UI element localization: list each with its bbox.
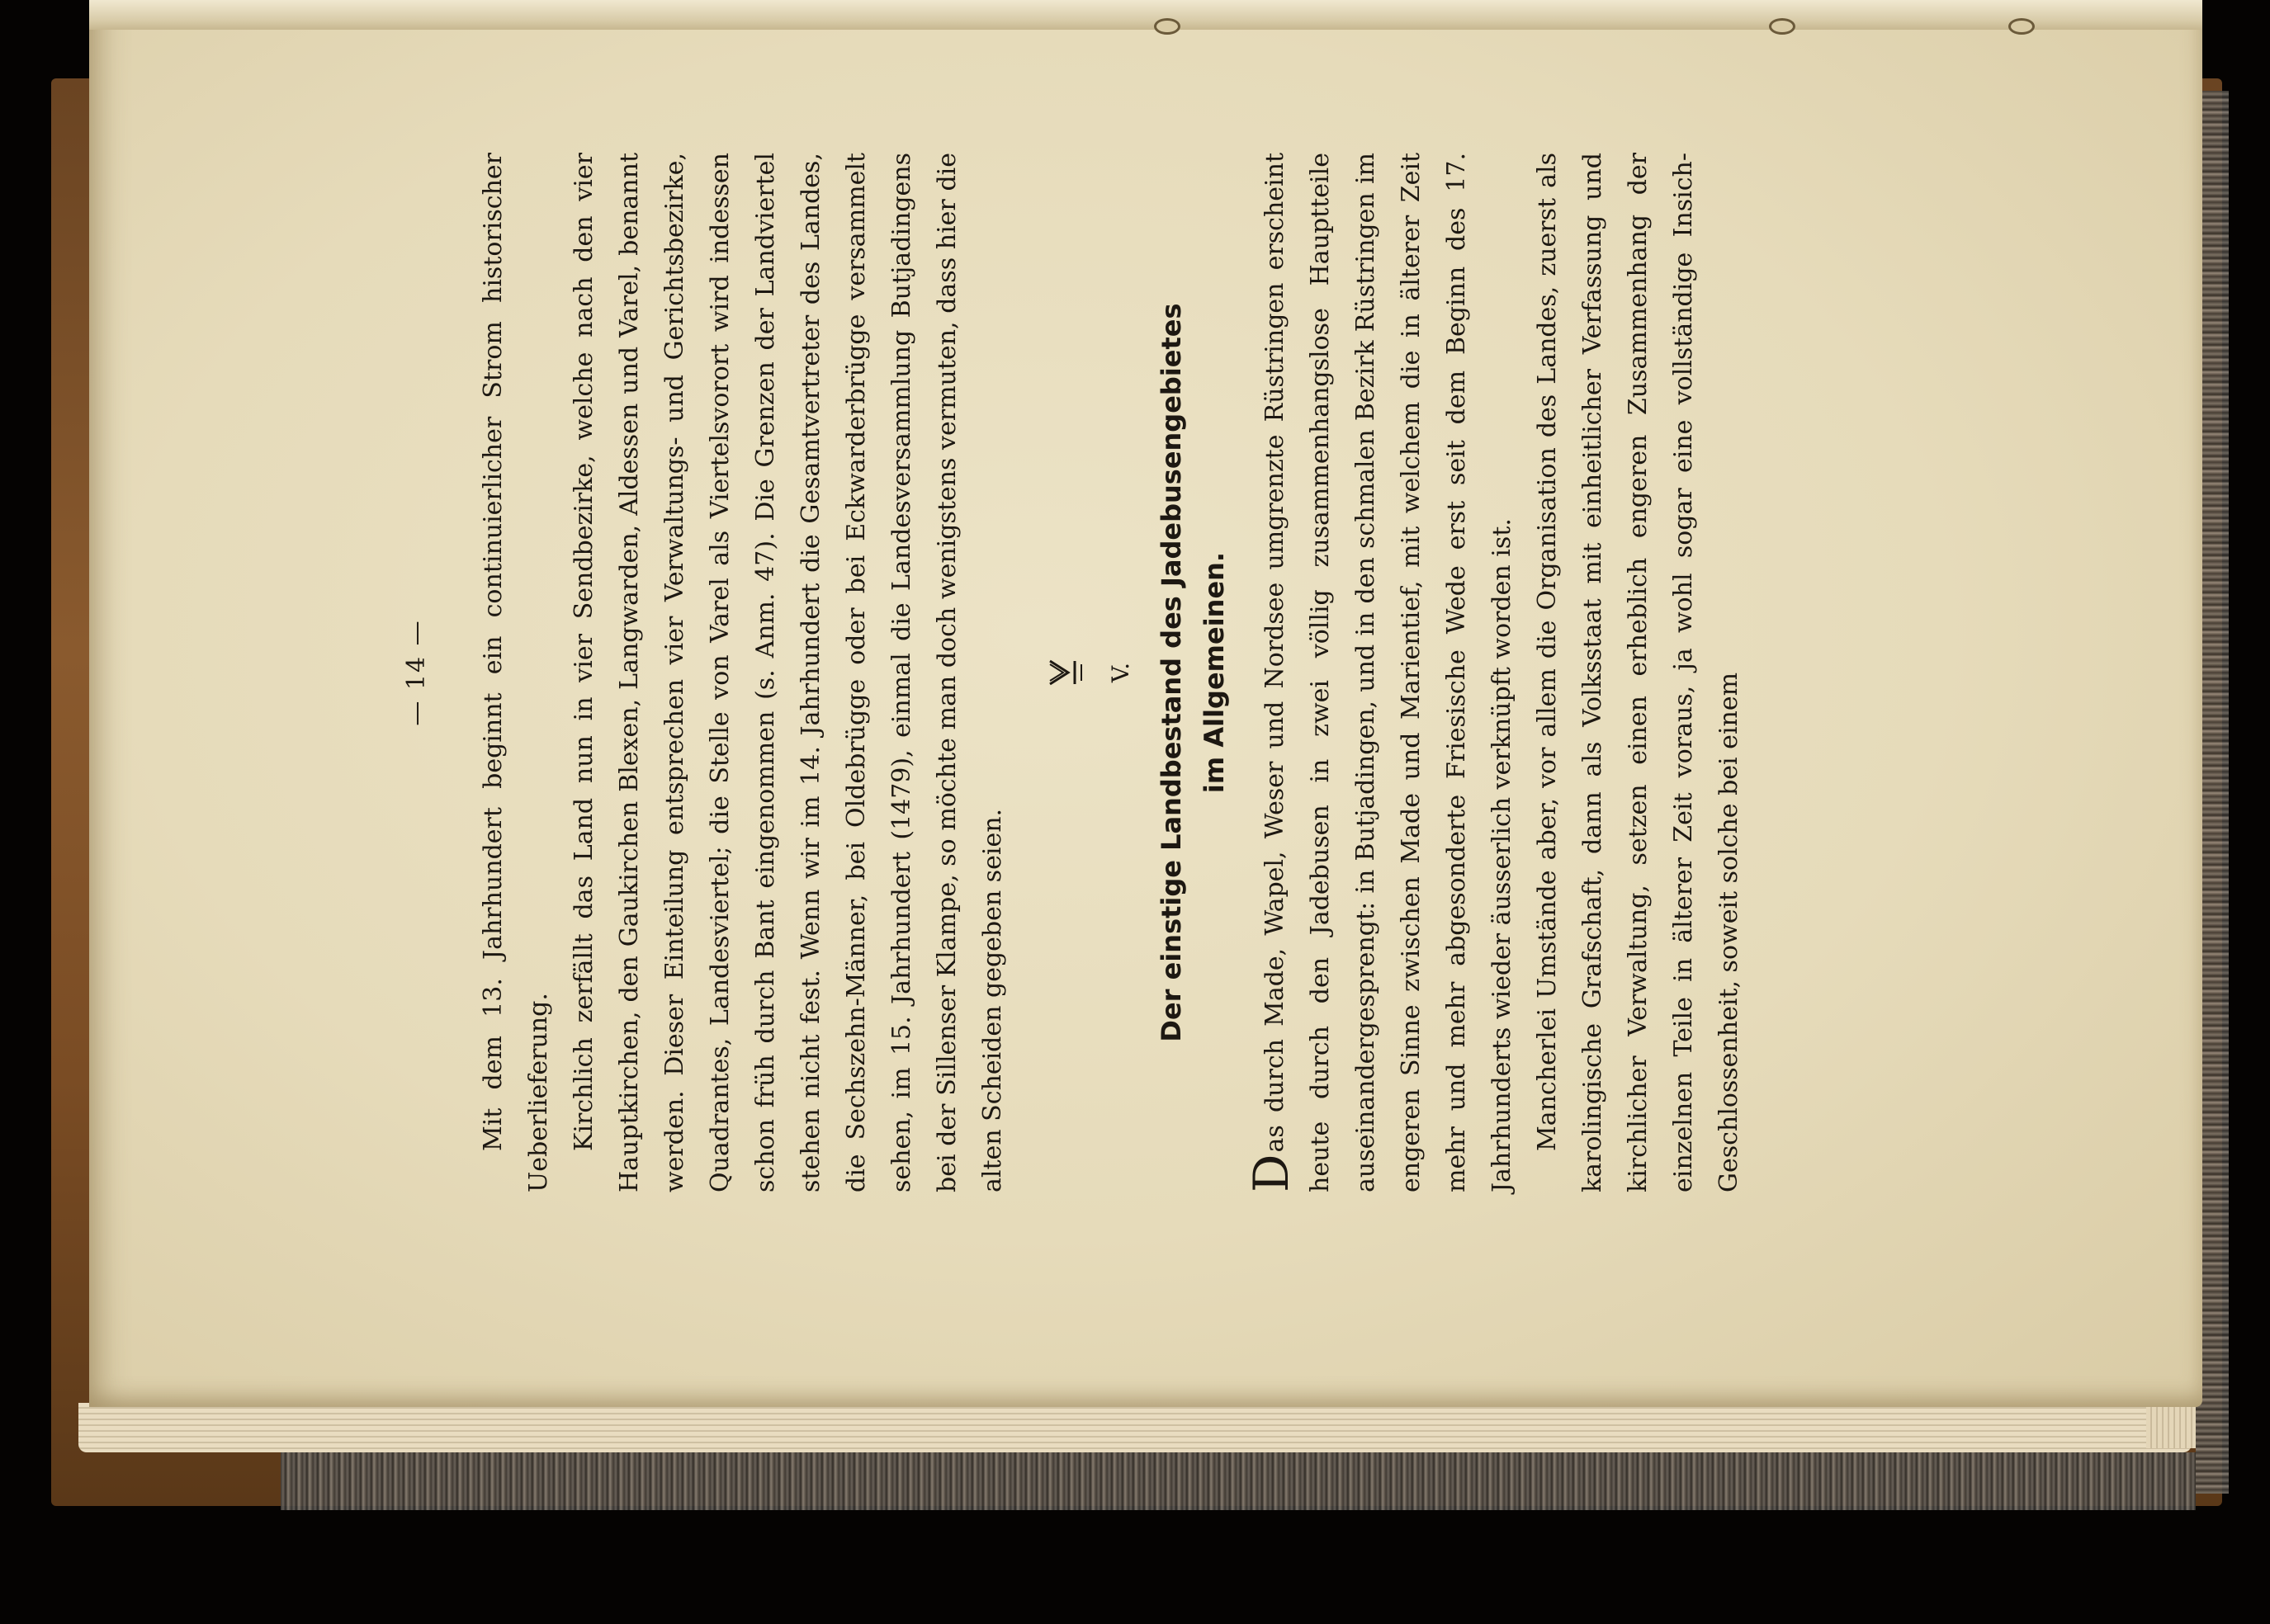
section-title-line: im Allgemeinen. [1199, 551, 1230, 794]
section-ornament [1047, 153, 1086, 1192]
paragraph: Mit dem 13. Jahrhundert beginnt ein continuierlicher Strom historischer Ueberlieferung. [479, 153, 553, 1192]
page-number: — 14 — [402, 619, 431, 726]
drop-cap: D [1243, 1154, 1299, 1192]
page-gutter [89, 0, 2202, 30]
paragraph: Kirchlich zerfällt das Land nun in vier Sendbezirke, welche nach den vier Hauptkirchen, den Gaukirchen Blexen, Langwarden, Aldessen und Varel, benannt werden. Dieser Einteilung entsprechen vier Verwaltungs- und Gerichtsbezirke, Quadrantes, Landesviertel; die Stelle von Varel als Viertelsvorort wird indessen schon früh durch Bant eingenommen (s. Anm. 47). Die Grenzen der Landviertel stehen nicht fest. Wenn wir im 14. Jahrhundert die Gesamtvertreter des Landes, die Sechszehn-Männer, bei Oldebrügge oder bei Eckwarderbrügge versammelt sehen, im 15. Jahrhundert (1479), einmal die Landesversammlung Butjadingens bei der Sillenser Klampe, so möchte man doch wenigstens vermuten, dass hier die alten Scheiden gegeben seien. [570, 153, 1007, 1192]
binding-stitch [1769, 18, 1795, 35]
paragraph [1243, 153, 1525, 1192]
binding-stitch [2008, 18, 2035, 35]
paragraph: Mancherlei Umstände aber, vor allem die Organisation des Landes, zuerst als karolingische Grafschaft, dann als Volksstaat mit einheitlicher Verfassung und kirchlicher Verwaltung, setzen einen erheblich engeren Zusammenhang der einzelnen Teile in älterer Zeit voraus, ja wohl sogar eine vollständige Insich-Geschlossenheit, soweit solche bei einem [1533, 153, 1743, 1192]
paragraph-text: as durch Made, Wapel, Weser und Nordsee umgrenzte Rüstringen erscheint heute durch den Jadebusen in zwei völlig zusammenhangslose Hauptteile auseinandergesprengt: in Butjadingen, und in den schmalen Bezirk Rüstringen im engeren Sinne zwischen Made und Marientief, mit welchem die in älterer Zeit mehr und mehr abgesonderte Friesische Wede erst seit dem Beginn des 17. Jahrhunderts wieder äusserlich verknüpft worden ist. [1260, 153, 1516, 1192]
binding-stitch [1154, 18, 1180, 35]
ornament-icon [1047, 656, 1085, 689]
page-stack-bottom [78, 1403, 2192, 1452]
cover-edge-bottom [281, 1452, 2196, 1510]
section-title [1150, 153, 1236, 1192]
section-title-line: Der einstige Landbestand des Jadebusengebietes [1156, 303, 1187, 1042]
section-number: V. [1107, 662, 1134, 683]
page-text-block [394, 153, 1847, 1192]
